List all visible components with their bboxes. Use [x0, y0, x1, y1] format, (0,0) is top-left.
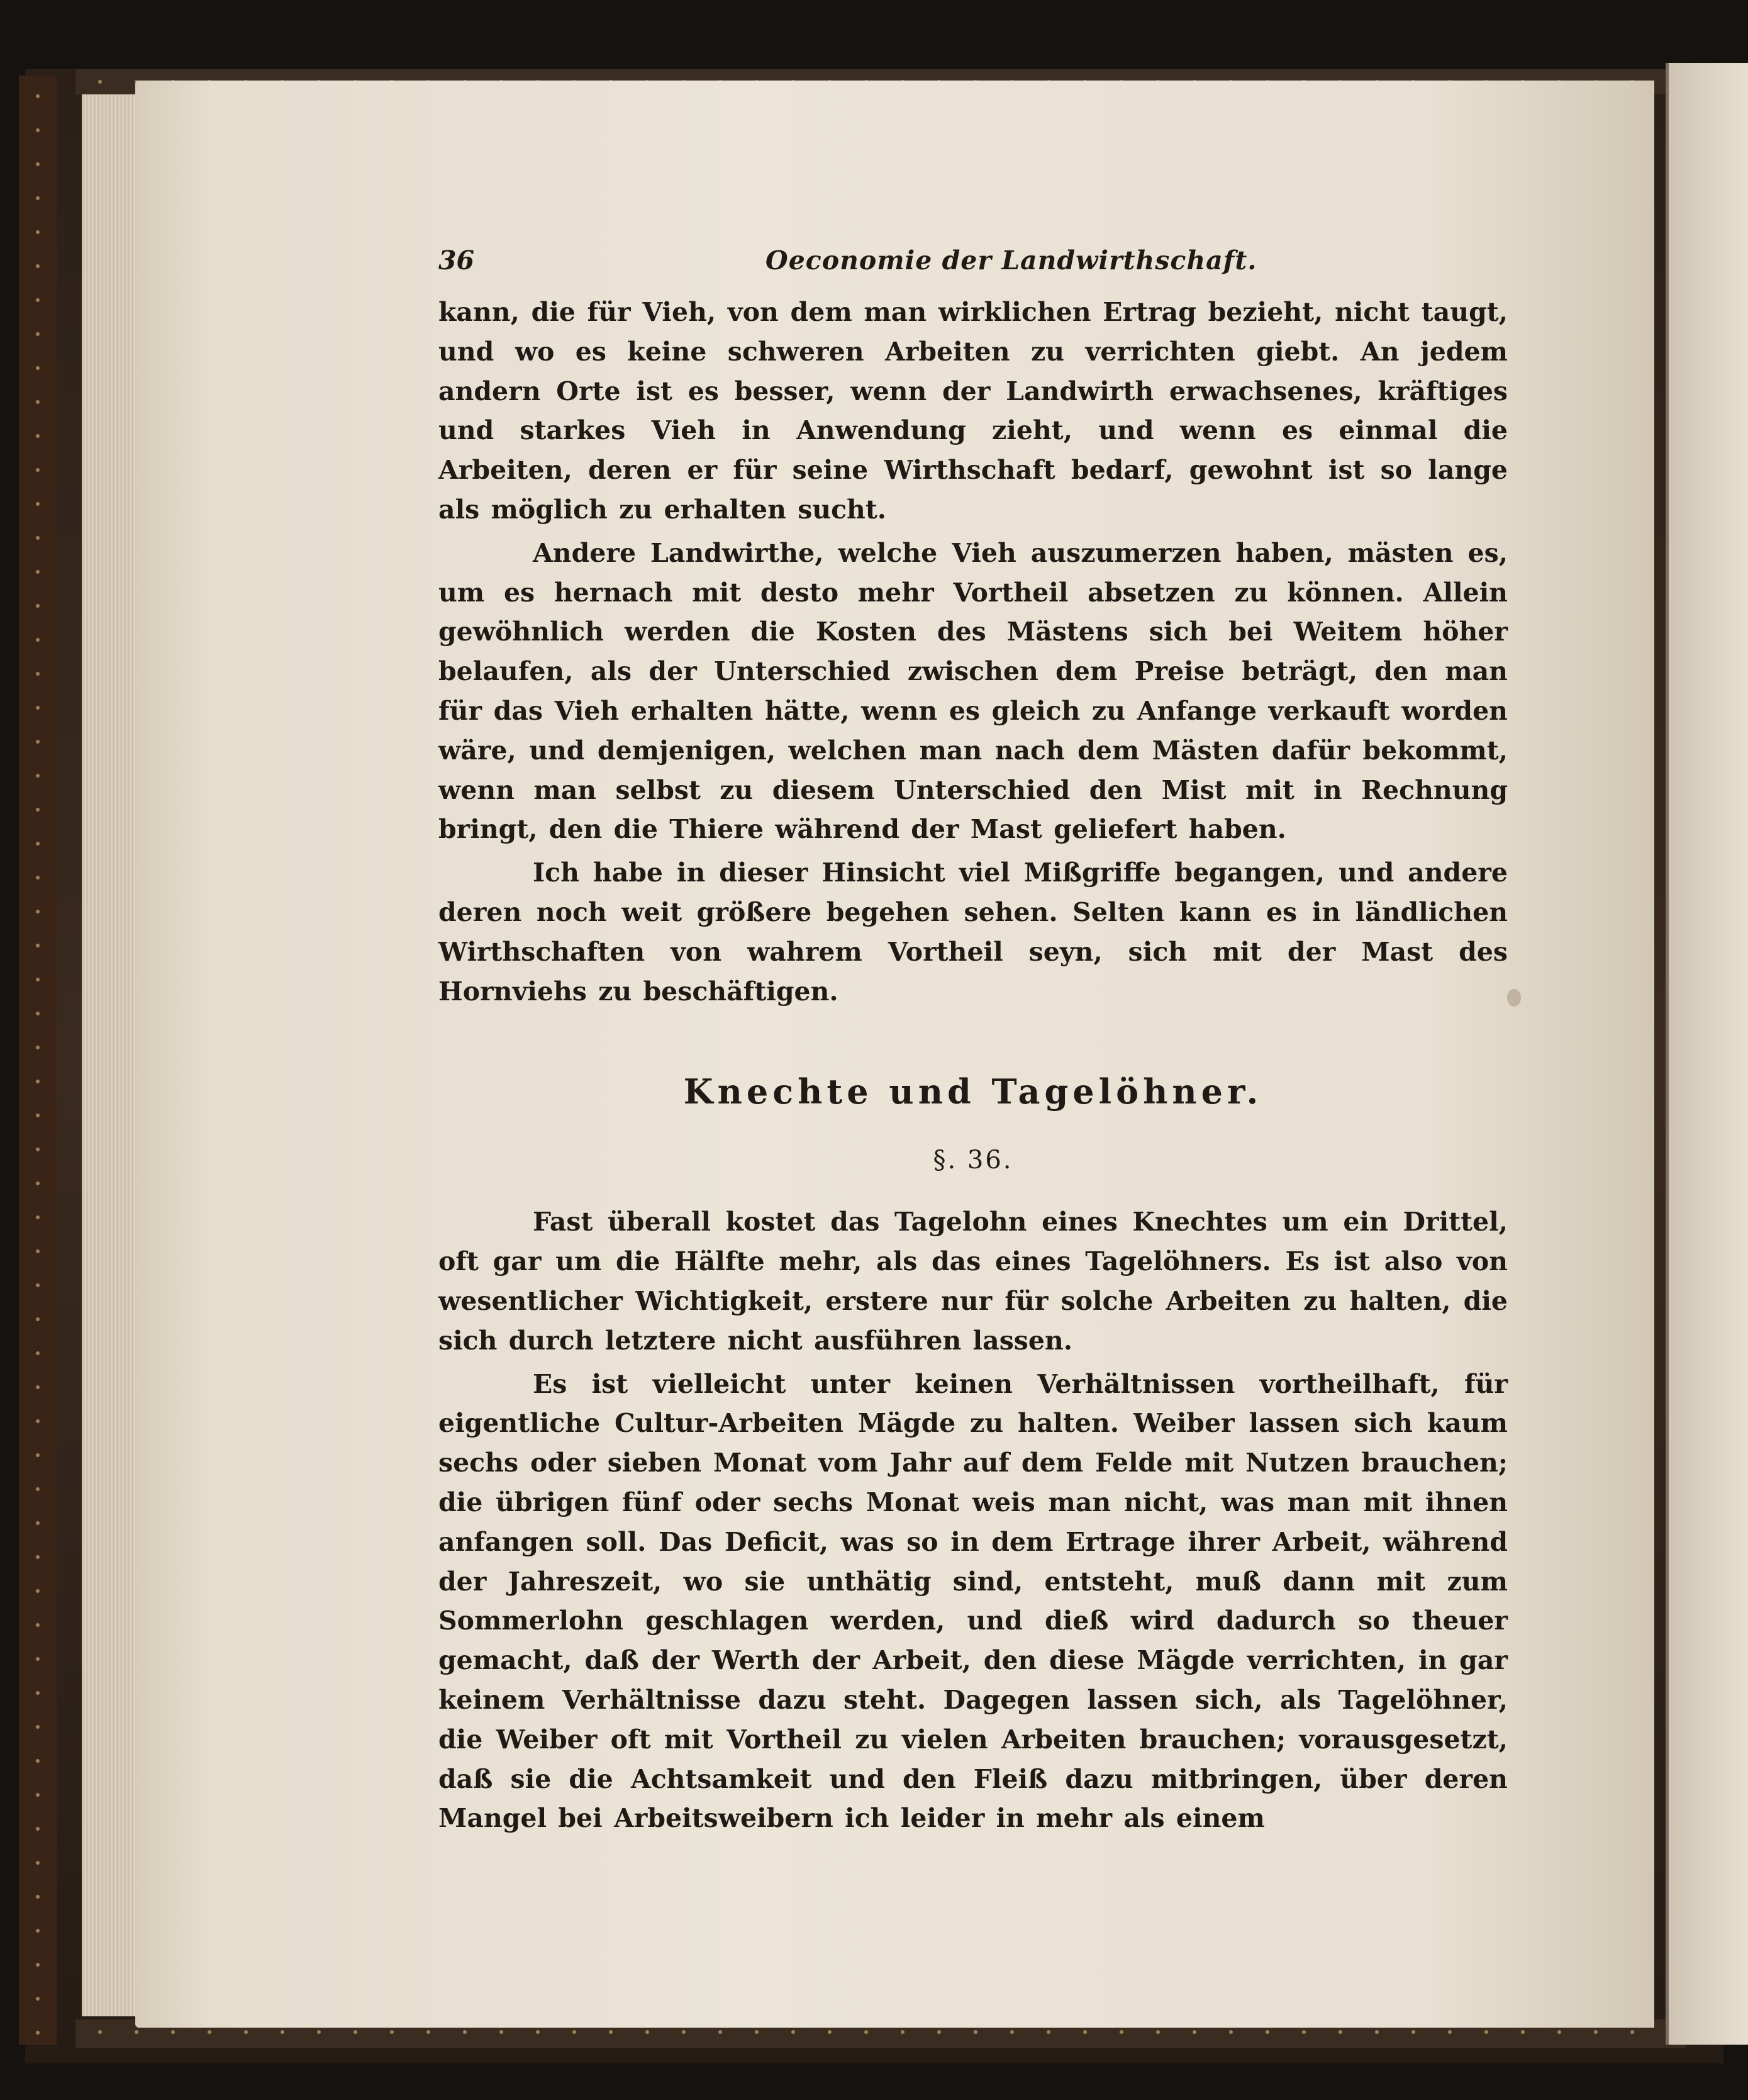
- section-title: Knechte und Tagelöhner.: [683, 1071, 1263, 1112]
- section-number: §. 36.: [933, 1146, 1013, 1175]
- paragraph-maids: Es ist vielleicht unter keinen Verhältnissen vortheilhaft, für eigentliche Cultur-Arbeiten Mägde zu halten. Weiber lassen sich kaum sechs oder sieben Monat vom Jahr auf dem Felde mit Nutzen brauchen; die übrigen fünf oder sechs Monat weis man nicht, was man mit ihnen anfangen soll. Das Deficit, was so in dem Ertrage ihrer Arbeit, während der Jahreszeit, wo sie unthätig sind, entsteht, muß dann mit zum Sommerlohn geschlagen werden, und dieß wird dadurch so theuer gemacht, daß der Werth der Arbeit, den diese Mägde verrichten, in gar keinem Verhältnisse dazu steht. Dagegen lassen sich, als Tagelöhner, die Weiber oft mit Vortheil zu vielen Arbeiten brauchen; vorausgesetzt, daß sie die Achtsamkeit und den Fleiß dazu mitbringen, über deren Mangel bei Arbeitsweibern ich leider in mehr als einem: [438, 1368, 1508, 1834]
- running-head: Oeconomie der Landwirthschaft.: [765, 245, 1257, 276]
- facing-page-edge: [1666, 63, 1748, 2045]
- page-number: 36: [438, 245, 475, 276]
- page-content: [438, 245, 1508, 1838]
- paragraph-wages: Fast überall kostet das Tagelohn eines Knechtes um ein Drittel, oft gar um die Hälfte mehr, als das eines Tagelöhners. Es ist also von wesentlicher Wichtigkeit, erstere nur für solche Arbeiten zu halten, die sich durch letztere nicht ausführen lassen.: [438, 1207, 1508, 1356]
- page-stain: [1507, 989, 1521, 1007]
- page-header: [438, 245, 1508, 293]
- paragraph-mistakes: Ich habe in dieser Hinsicht viel Mißgriffe begangen, und andere deren noch weit größere begehen sehen. Selten kann es in ländlichen Wirthschaften von wahrem Vortheil seyn, sich mit der Mast des Hornviehs zu beschäftigen.: [438, 857, 1508, 1007]
- paragraph-continued: kann, die für Vieh, von dem man wirklichen Ertrag bezieht, nicht taugt, und wo es keine schweren Arbeiten zu verrichten giebt. An jedem andern Orte ist es besser, wenn der Landwirth erwachsenes, kräftiges und starkes Vieh in Anwendung zieht, und wenn es einmal die Arbeiten, deren er für seine Wirthschaft bedarf, gewohnt ist so lange als möglich zu erhalten sucht.: [438, 297, 1508, 525]
- tooled-spine-border: [19, 75, 57, 2045]
- paragraph-mast: Andere Landwirthe, welche Vieh auszumerzen haben, mästen es, um es hernach mit desto mehr Vortheil absetzen zu können. Allein gewöhnlich werden die Kosten des Mästens sich bei Weitem höher belaufen, als der Unterschied zwischen dem Preise beträgt, den man für das Vieh erhalten hätte, wenn es gleich zu Anfange verkauft worden wäre, und demjenigen, welchen man nach dem Mästen dafür bekommt, wenn man selbst zu diesem Unterschied den Mist mit in Rechnung bringt, den die Thiere während der Mast geliefert haben.: [438, 537, 1508, 845]
